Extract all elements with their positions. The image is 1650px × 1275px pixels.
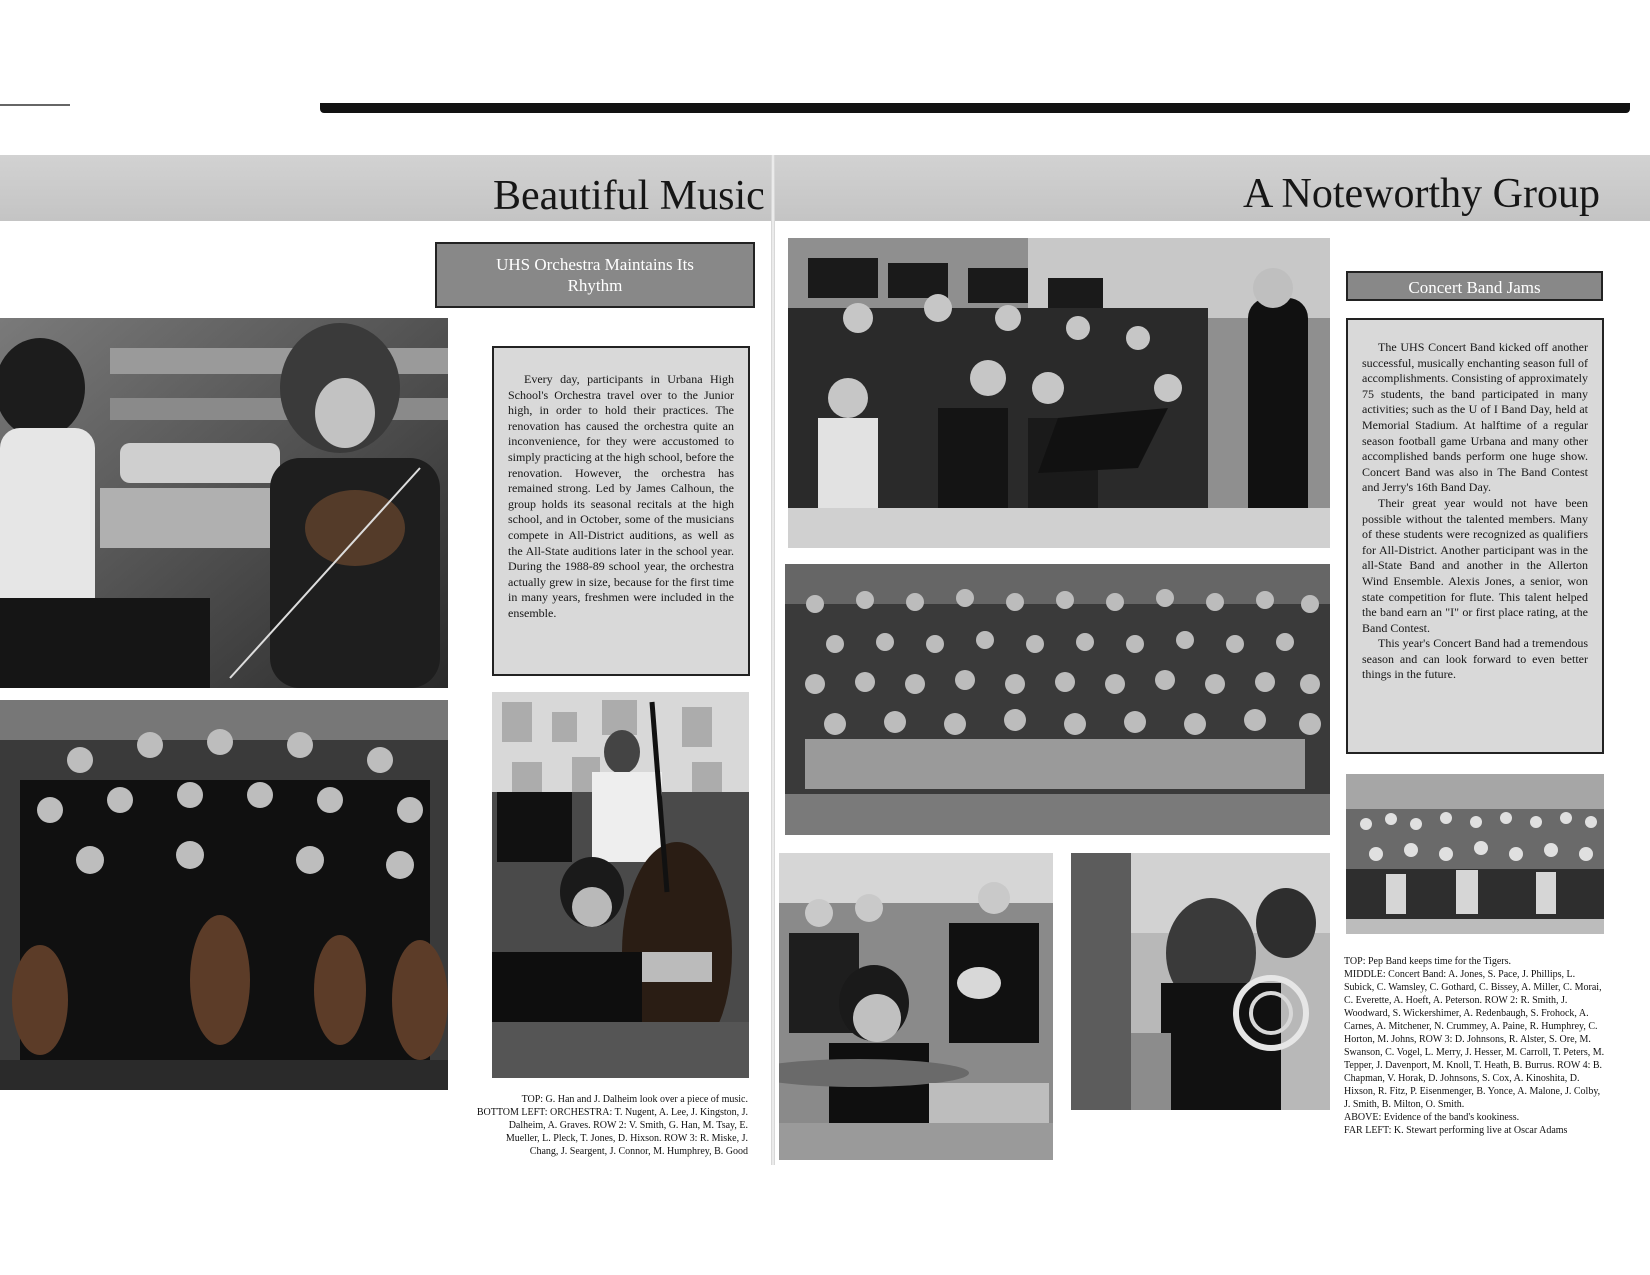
photo-bass-player: [492, 692, 749, 1078]
orchestra-story-box: [492, 346, 750, 676]
concert-band-story-box: [1346, 318, 1604, 754]
concert-band-story-p1: The UHS Concert Band kicked off another successful, musically enchanting season full of accomplishments. Consisting of approximately 75 students, the band participated in many activities; such as the U of I Band Day, held at Memorial Stadium. At halftime of a regular season football game Urbana and many other accomplished bands perform one huge show. Concert Band was also in The Band Contest and Jerry's 16th Band Day.: [1362, 340, 1588, 495]
photo-orchestra-violinist: [0, 318, 448, 688]
orchestra-caption-bottom-left: BOTTOM LEFT: ORCHESTRA: T. Nugent, A. Lee, J. Kingston, J. Dalheim, A. Graves. ROW 2: V. Smith, G. Han, M. Tsay, E. Mueller, L. Pleck, T. Jones, D. Hixson. ROW 3: R. Miske, J. Chang, J. Seargent, J. Connor, M. Humphrey, B. Good: [476, 1107, 748, 1157]
orchestra-story-text: Every day, participants in Urbana High School's Orchestra travel over to the Junior high, in order to hold their practices. The renovation has caused the orchestra quite an inconvenience, for they were accustomed to simply practicing at the high school, before the renovation. However, the orchestra has remained strong. Led by James Calhoun, the group holds its seasonal recitals at the high school, and in October, some of the musicians compete in All-District auditions, as well as the All-State auditions later in the school year. During the 1988-89 school year, the orchestra actually grew in size, because for the first time in many years, freshmen were included in the ensemble.: [508, 372, 734, 620]
photo-orchestra-group: [0, 700, 448, 1090]
orchestra-banner: UHS Orchestra Maintains Its Rhythm: [435, 242, 755, 308]
photo-french-horn: [1071, 853, 1330, 1110]
scan-top-edge: [320, 103, 1630, 113]
left-page-title: Beautiful Music: [493, 173, 765, 219]
page-gutter: [771, 155, 775, 1165]
orchestra-caption-top: TOP: G. Han and J. Dalheim look over a piece of music.: [521, 1094, 748, 1105]
photo-band-kookiness: [1346, 774, 1604, 934]
band-caption-middle: MIDDLE: Concert Band: A. Jones, S. Pace, J. Phillips, L. Subick, C. Wamsley, C. Gothard, C. Bissey, A. Miller, C. Morai, C. Everette, A. Hoeft, A. Peterson. ROW 2: R. Smith, J. Woodward, S. Wickershimer, A. Redenbaugh, S. Frohock, A. Carnes, A. Mitchener, N. Crummey, A. Paine, R. Humphrey, C. Horton, M. Johns, ROW 3: D. Johnsons, R. Alster, S. Ore, M. Swanson, C. Vogel, L. Merry, J. Hesser, M. Carroll, T. Peters, M. Tepper, J. Davenport, M. Knoll, T. Heath, B. Burrus. ROW 4: B. Chapman, V. Horak, D. Johnsons, S. Cox, A. Kinoshita, D. Hixson, R. Fitz, P. Eisenmenger, B. Yonce, A. Malone, J. Colby, J. Smith, B. Milton, O. Smith.: [1344, 969, 1605, 1110]
photo-drummer: [779, 853, 1053, 1160]
band-caption-above: ABOVE: Evidence of the band's kookiness.: [1344, 1112, 1520, 1123]
concert-band-story-p2: Their great year would not have been possible without the talented members. Many of these students were recognized as qualifiers for All-District. Another participant was in the all-State Band and another in the Allerton Wind Ensemble. Alexis Jones, a senior, won state competition for flute. This talent helped the band earn an "I" or first place rating, at the Band Contest.: [1362, 495, 1588, 635]
right-page-title: A Noteworthy Group: [1243, 171, 1600, 217]
photo-pep-band: [788, 238, 1330, 548]
band-caption-top: TOP: Pep Band keeps time for the Tigers.: [1344, 956, 1512, 967]
concert-band-story-p3: This year's Concert Band had a tremendous season and can look forward to even better things in the future.: [1362, 636, 1588, 682]
orchestra-captions: [476, 1093, 748, 1173]
band-captions: [1344, 955, 1606, 1165]
scan-top-edge-left: [0, 104, 70, 106]
photo-concert-band: [785, 564, 1330, 835]
concert-band-banner: Concert Band Jams: [1346, 271, 1603, 301]
band-caption-far-left: FAR LEFT: K. Stewart performing live at Oscar Adams: [1344, 1125, 1568, 1136]
